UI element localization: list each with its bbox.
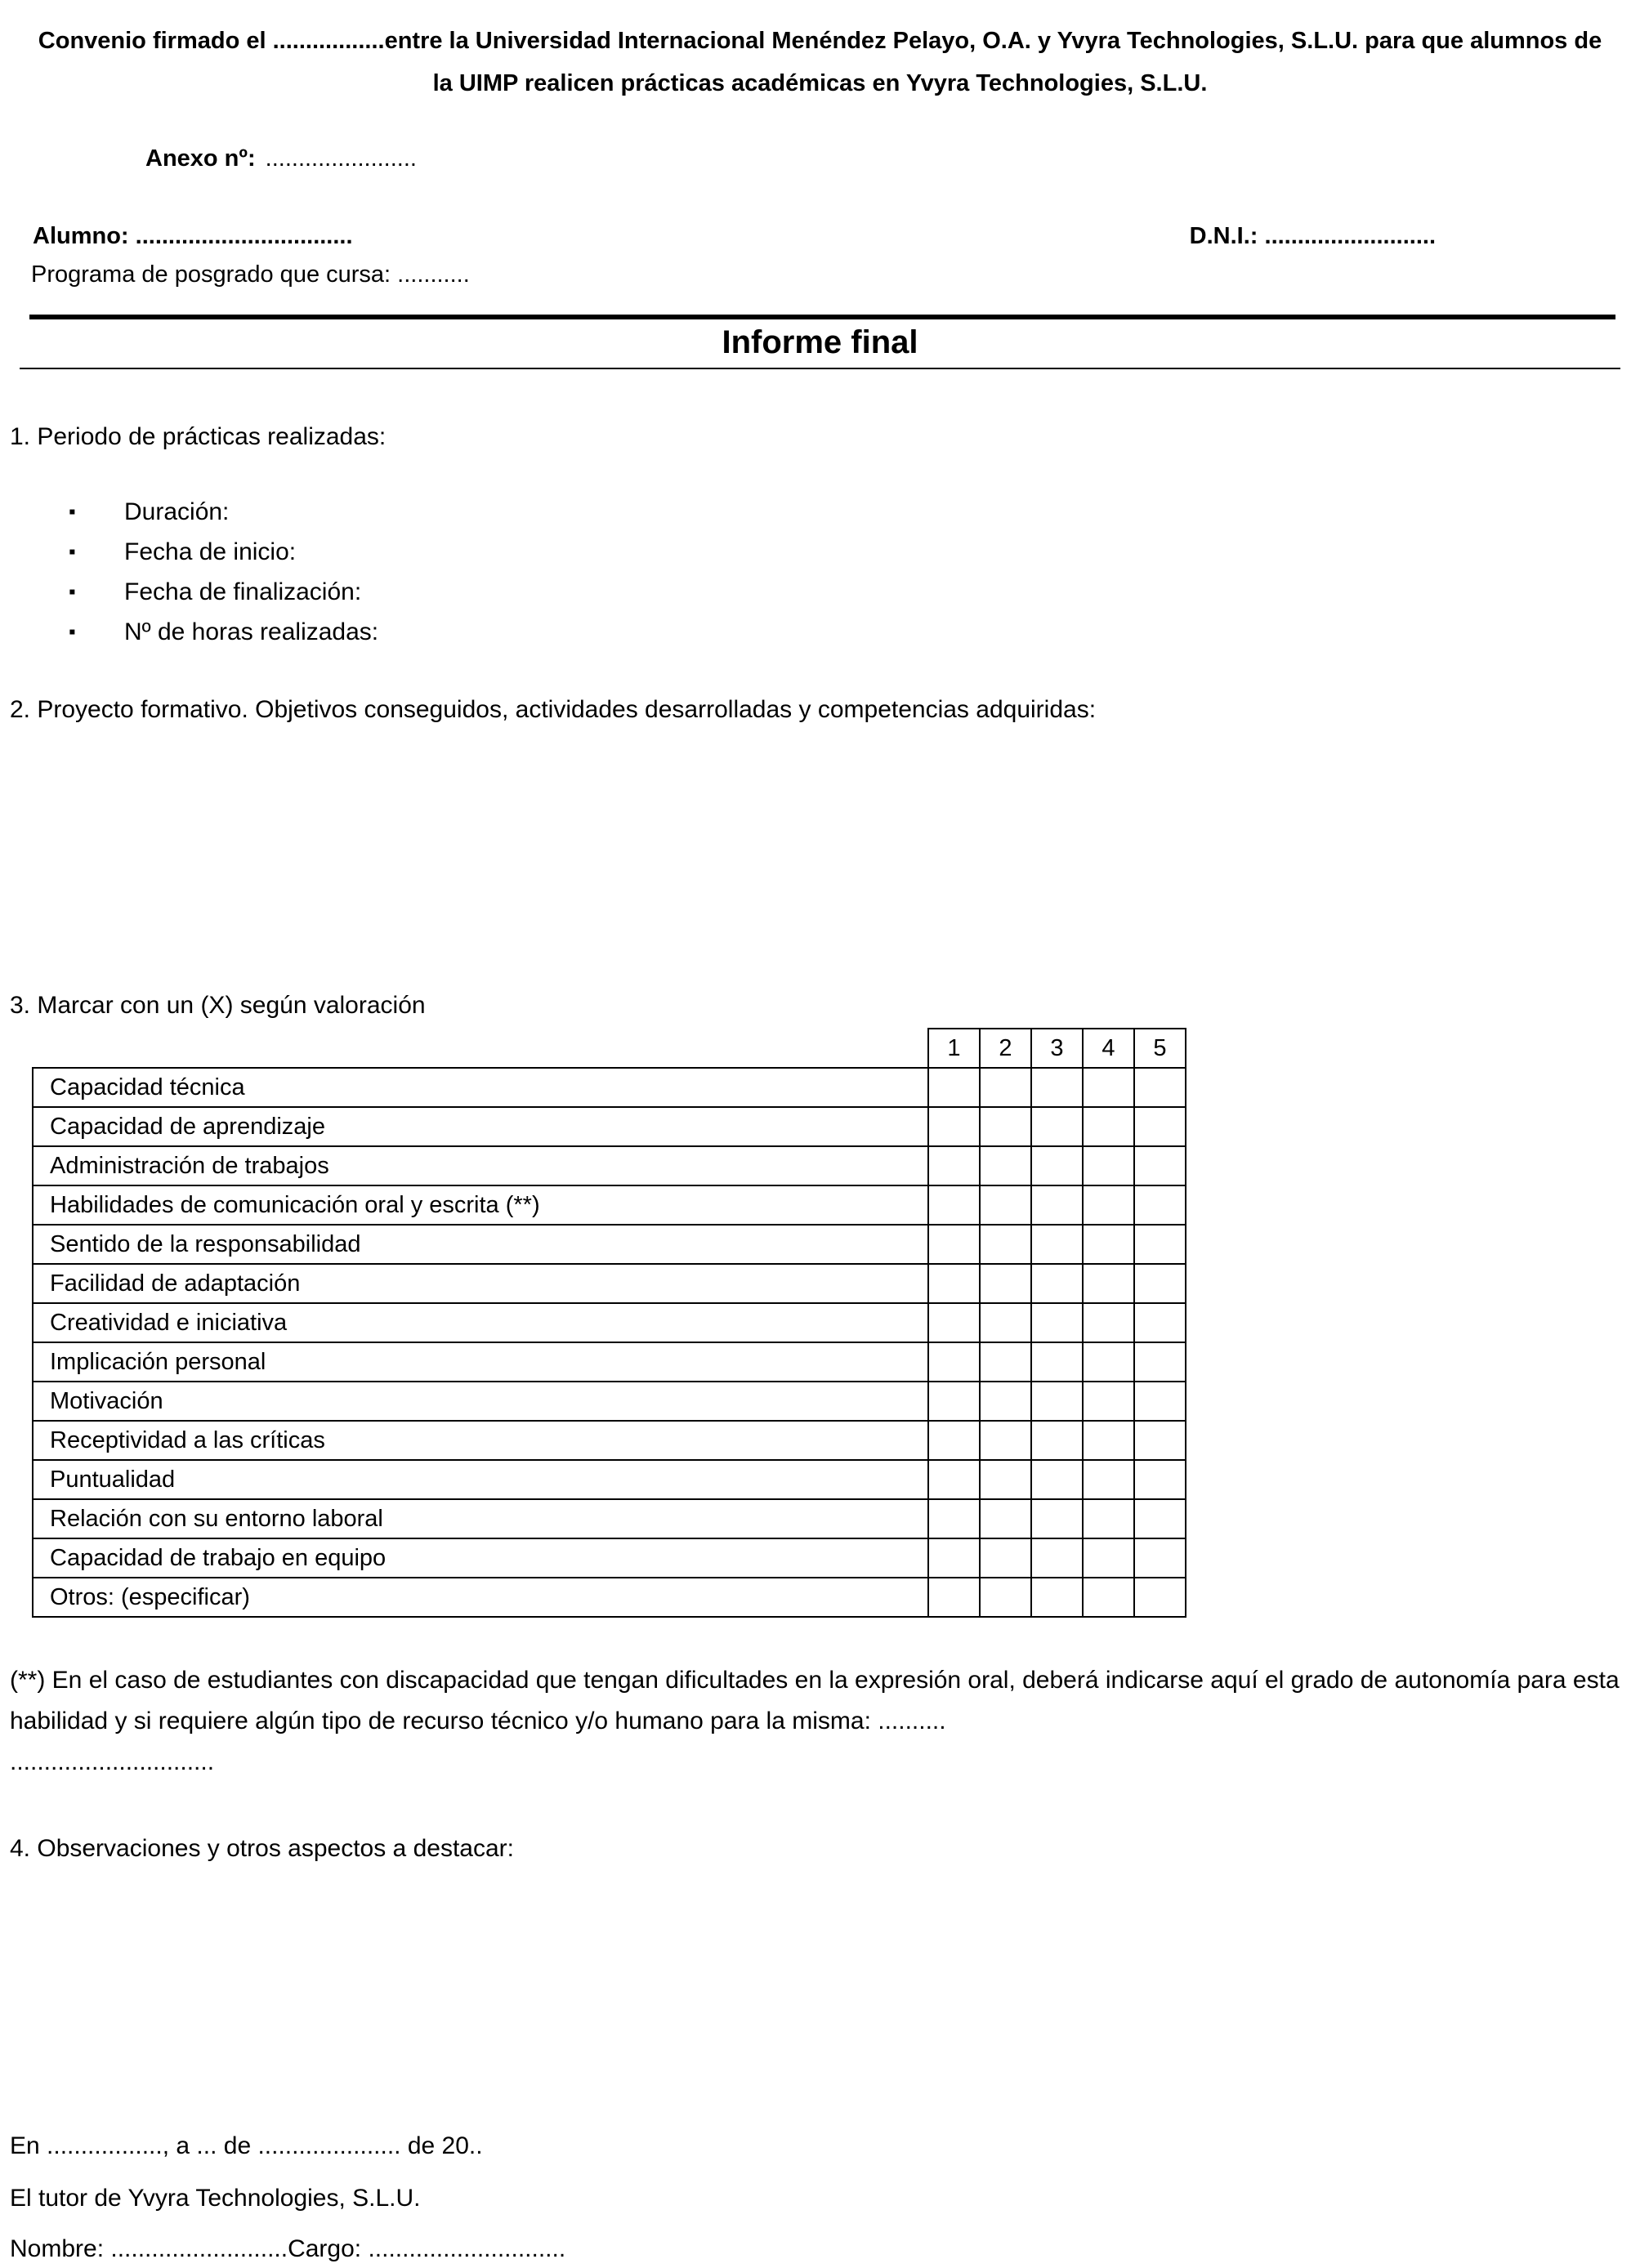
rating-cell bbox=[980, 1185, 1031, 1225]
rating-cell bbox=[980, 1264, 1031, 1303]
rating-cell bbox=[980, 1225, 1031, 1264]
criterion-label: Receptividad a las críticas bbox=[33, 1421, 928, 1460]
table-row bbox=[33, 1538, 1186, 1578]
table-row bbox=[33, 1382, 1186, 1421]
column-header-2: 2 bbox=[980, 1029, 1031, 1068]
table-row bbox=[33, 1107, 1186, 1146]
rating-cell bbox=[928, 1185, 980, 1225]
rating-cell bbox=[1134, 1578, 1186, 1617]
alumno-label: Alumno: bbox=[33, 223, 129, 250]
rating-cell bbox=[1083, 1146, 1134, 1185]
rating-cell bbox=[980, 1460, 1031, 1499]
table-row bbox=[33, 1225, 1186, 1264]
table-row bbox=[33, 1421, 1186, 1460]
criterion-label: Capacidad de trabajo en equipo bbox=[33, 1538, 928, 1578]
rating-cell bbox=[1134, 1460, 1186, 1499]
rating-cell bbox=[1031, 1146, 1083, 1185]
rating-cell bbox=[980, 1342, 1031, 1382]
table-row bbox=[33, 1185, 1186, 1225]
rating-cell bbox=[980, 1382, 1031, 1421]
section-4-heading: 4. Observaciones y otros aspectos a destacar: bbox=[10, 1835, 514, 1863]
rating-cell bbox=[928, 1421, 980, 1460]
divider-thick bbox=[29, 315, 1615, 319]
table-row bbox=[33, 1146, 1186, 1185]
dni-dots: .......................... bbox=[1258, 223, 1436, 250]
rating-cell bbox=[1031, 1499, 1083, 1538]
rating-cell bbox=[1031, 1107, 1083, 1146]
rating-cell bbox=[1031, 1342, 1083, 1382]
tutor-line: El tutor de Yvyra Technologies, S.L.U. bbox=[10, 2185, 421, 2212]
rating-cell bbox=[1031, 1225, 1083, 1264]
column-header-5: 5 bbox=[1134, 1029, 1186, 1068]
section-3-heading: 3. Marcar con un (X) según valoración bbox=[10, 992, 426, 1020]
rating-cell bbox=[1031, 1421, 1083, 1460]
rating-cell bbox=[1083, 1107, 1134, 1146]
table-row bbox=[33, 1264, 1186, 1303]
accessibility-footnote: (**) En el caso de estudiantes con discapacidad que tengan dificultades en la expresión oral, deberá indicarse aquí el grado de autonomía para esta habilidad y si requiere algún tipo de recurso técnico y/o humano para la misma: .......... bbox=[10, 1667, 1620, 1735]
list-item: ▪ Fecha de inicio: bbox=[69, 532, 1640, 572]
table-row bbox=[33, 1342, 1186, 1382]
table-header-row bbox=[33, 1029, 1186, 1068]
list-item: ▪ Nº de horas realizadas: bbox=[69, 612, 1640, 652]
criterion-label: Motivación bbox=[33, 1382, 928, 1421]
rating-cell bbox=[1031, 1460, 1083, 1499]
criterion-label: Capacidad de aprendizaje bbox=[33, 1107, 928, 1146]
rating-cell bbox=[980, 1146, 1031, 1185]
anexo-line bbox=[145, 145, 1640, 172]
nombre-cargo-line: Nombre: ..........................Cargo: ............................. bbox=[10, 2235, 566, 2263]
criterion-label: Sentido de la responsabilidad bbox=[33, 1225, 928, 1264]
table-row bbox=[33, 1460, 1186, 1499]
rating-cell bbox=[1083, 1538, 1134, 1578]
rating-cell bbox=[1031, 1185, 1083, 1225]
rating-cell bbox=[928, 1303, 980, 1342]
list-item: ▪ Fecha de finalización: bbox=[69, 572, 1640, 612]
rating-cell bbox=[1134, 1538, 1186, 1578]
valoracion-table bbox=[32, 1028, 1186, 1618]
convenio-header: Convenio firmado el .................entre la Universidad Internacional Menéndez Pelayo, O.A. y Yvyra Technologies, S.L.U. para que alumnos de la UIMP realicen prácticas académicas en Yvyra Technologies, S.L.U. bbox=[38, 28, 1602, 97]
dni-field bbox=[1190, 223, 1436, 250]
periodo-bullet-list bbox=[69, 492, 1640, 652]
anexo-label: Anexo nº: bbox=[145, 145, 256, 172]
rating-cell bbox=[1083, 1303, 1134, 1342]
rating-cell bbox=[928, 1382, 980, 1421]
page-title: Informe final bbox=[722, 324, 918, 361]
rating-cell bbox=[928, 1578, 980, 1617]
rating-cell bbox=[1083, 1499, 1134, 1538]
rating-cell bbox=[980, 1303, 1031, 1342]
rating-cell bbox=[928, 1264, 980, 1303]
criterion-label: Creatividad e iniciativa bbox=[33, 1303, 928, 1342]
table-row bbox=[33, 1303, 1186, 1342]
rating-cell bbox=[1083, 1460, 1134, 1499]
rating-cell bbox=[980, 1421, 1031, 1460]
rating-cell bbox=[1134, 1185, 1186, 1225]
rating-cell bbox=[928, 1460, 980, 1499]
rating-cell bbox=[1083, 1264, 1134, 1303]
criterion-label: Habilidades de comunicación oral y escrita (**) bbox=[33, 1185, 928, 1225]
rating-cell bbox=[980, 1499, 1031, 1538]
footnote-dots: .............................. bbox=[10, 1748, 215, 1776]
rating-cell bbox=[1083, 1421, 1134, 1460]
table-row bbox=[33, 1068, 1186, 1107]
rating-cell bbox=[1134, 1382, 1186, 1421]
alumno-field bbox=[33, 223, 353, 250]
rating-cell bbox=[1134, 1342, 1186, 1382]
rating-cell bbox=[980, 1068, 1031, 1107]
rating-cell bbox=[1031, 1538, 1083, 1578]
rating-cell bbox=[1134, 1107, 1186, 1146]
divider-thin bbox=[20, 368, 1620, 369]
criterion-label: Relación con su entorno laboral bbox=[33, 1499, 928, 1538]
rating-cell bbox=[928, 1107, 980, 1146]
signature-date-line: En ................., a ... de ..................... de 20.. bbox=[10, 2132, 483, 2160]
table-row bbox=[33, 1499, 1186, 1538]
rating-cell bbox=[928, 1499, 980, 1538]
rating-cell bbox=[1134, 1068, 1186, 1107]
criterion-label: Administración de trabajos bbox=[33, 1146, 928, 1185]
rating-cell bbox=[1083, 1068, 1134, 1107]
rating-cell bbox=[1134, 1421, 1186, 1460]
rating-cell bbox=[1031, 1382, 1083, 1421]
rating-cell bbox=[980, 1578, 1031, 1617]
column-header-3: 3 bbox=[1031, 1029, 1083, 1068]
list-item: ▪ Duración: bbox=[69, 492, 1640, 532]
rating-cell bbox=[980, 1538, 1031, 1578]
rating-cell bbox=[1134, 1146, 1186, 1185]
criterion-label: Capacidad técnica bbox=[33, 1068, 928, 1107]
anexo-dots: ....................... bbox=[265, 145, 417, 172]
rating-cell bbox=[1083, 1578, 1134, 1617]
rating-cell bbox=[1134, 1225, 1186, 1264]
rating-cell bbox=[1031, 1264, 1083, 1303]
alumno-dots: ................................. bbox=[128, 223, 353, 250]
rating-cell bbox=[1083, 1342, 1134, 1382]
criterion-label: Puntualidad bbox=[33, 1460, 928, 1499]
rating-cell bbox=[1031, 1578, 1083, 1617]
column-header-1: 1 bbox=[928, 1029, 980, 1068]
programa-line: Programa de posgrado que cursa: ........... bbox=[31, 261, 470, 288]
rating-cell bbox=[1083, 1382, 1134, 1421]
table-row bbox=[33, 1578, 1186, 1617]
dni-label: D.N.I.: bbox=[1189, 223, 1258, 250]
section-2-heading: 2. Proyecto formativo. Objetivos conseguidos, actividades desarrolladas y competencias adquiridas: bbox=[10, 696, 1097, 724]
rating-cell bbox=[928, 1538, 980, 1578]
criterion-label: Implicación personal bbox=[33, 1342, 928, 1382]
alumno-dni-row bbox=[0, 223, 1640, 250]
criterion-label: Otros: (especificar) bbox=[33, 1578, 928, 1617]
rating-cell bbox=[1031, 1303, 1083, 1342]
rating-cell bbox=[928, 1342, 980, 1382]
rating-cell bbox=[1134, 1303, 1186, 1342]
section-1-heading: 1. Periodo de prácticas realizadas: bbox=[10, 423, 387, 451]
criterion-label: Facilidad de adaptación bbox=[33, 1264, 928, 1303]
rating-cell bbox=[980, 1107, 1031, 1146]
rating-cell bbox=[928, 1225, 980, 1264]
rating-cell bbox=[1134, 1499, 1186, 1538]
table-corner-blank bbox=[33, 1029, 928, 1068]
rating-cell bbox=[1134, 1264, 1186, 1303]
rating-cell bbox=[1083, 1225, 1134, 1264]
rating-cell bbox=[928, 1068, 980, 1107]
column-header-4: 4 bbox=[1083, 1029, 1134, 1068]
rating-cell bbox=[1083, 1185, 1134, 1225]
rating-cell bbox=[1031, 1068, 1083, 1107]
rating-cell bbox=[928, 1146, 980, 1185]
